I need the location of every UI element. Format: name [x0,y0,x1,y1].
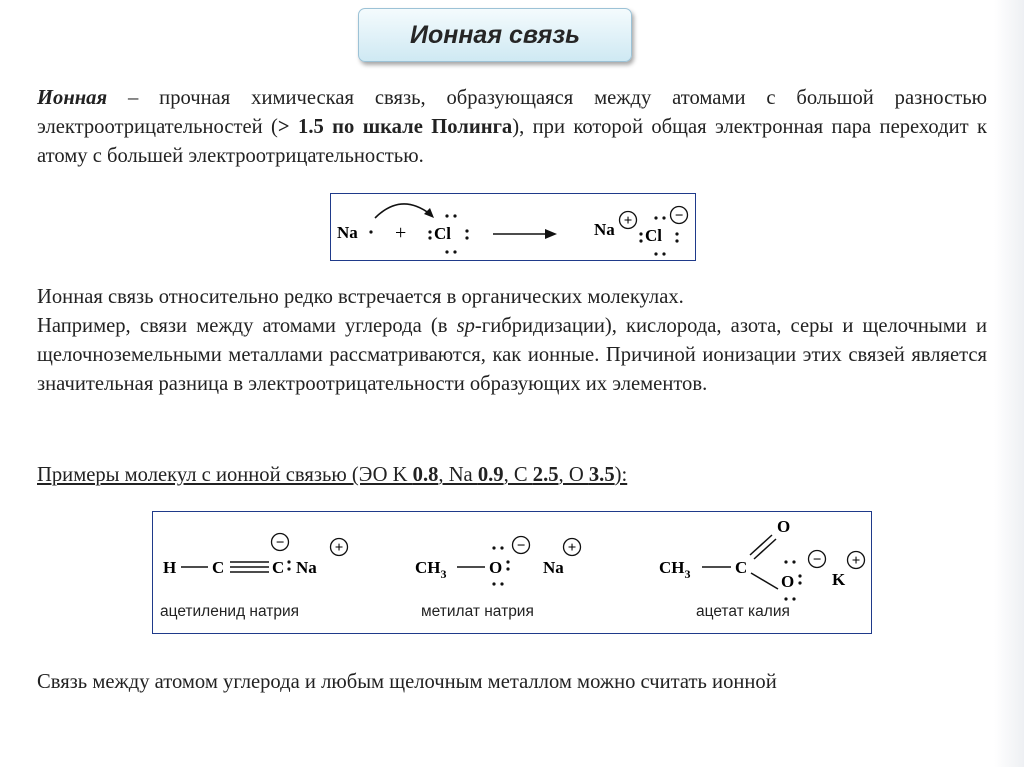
definition-text-2: ), при которой общая электронная пара переходит к атому с большей электроотрицательностью. [37,116,987,167]
cl-right-dot [465,229,468,232]
m3-single-bond-o [751,573,778,589]
m1-c2: C [272,558,285,577]
body-line-1 [37,283,987,312]
m3-lone-pair-dot [784,560,787,563]
definition-paragraph [37,84,987,171]
cl-ion-dot [654,252,657,255]
definition-text-1: – прочная химическая связь, образующаяся между атомами с большой разностью электроотрицательностей ( [37,87,987,138]
cl-ion-dot [662,216,665,219]
sp-term: sp [456,315,475,337]
cl-ion-dot [654,216,657,219]
eh-d: , O [558,464,589,486]
cl-bottom-dot [445,250,448,253]
m1-lone-pair-dot [287,567,290,570]
product-na: Na [594,220,615,239]
reaction-diagram [331,194,695,260]
title-box [358,8,632,62]
m3-lone-pair-dot [798,574,801,577]
m3-lone-pair-dot [792,560,795,563]
reaction-arrowhead [545,229,557,239]
cl-ion-dot [675,232,678,235]
eh-o: 3.5 [588,464,615,486]
m1-lone-pair-dot [287,560,290,563]
reaction-box [330,193,696,261]
examples-heading [37,461,987,490]
cl-left-dot [428,230,431,233]
m3-lone-pair-dot [784,597,787,600]
eh-cv: 2.5 [532,464,559,486]
na-electron-dot [369,230,372,233]
reaction-cl: Cl [434,224,451,243]
eh-e: ): [614,464,628,486]
m1-metal: Na [296,558,317,577]
m1-anion-charge: − [275,535,285,551]
page-title: Ионная связь [409,20,581,49]
m2-lone-pair-dot [506,560,509,563]
body-text-a: Например, связи между атомами углерода (в [37,315,457,337]
m2-ch3: $CH_3$ [415,558,447,581]
cl-bottom-dot [453,250,456,253]
definition-term: Ионная [37,87,108,109]
cl-left-dot [428,236,431,239]
m2-lone-pair-dot [500,546,503,549]
m1-cation-charge: + [334,540,344,556]
body-text-b: -гибридизации), кислорода, азота, серы и щелочными и щелочноземельными металлами рассматриваются, как ионные. Причиной ионизации этих связей является значительная разница в электроотрицательности образующих их элементов. [37,315,987,395]
slide-edge-shade [994,0,1024,767]
m3-anion-charge: − [812,552,822,568]
m3-o: O [781,572,795,591]
eh-a: Примеры молекул с ионной связью (ЭО K [37,464,413,486]
cl-ion-dot [662,252,665,255]
m2-lone-pair-dot [492,582,495,585]
m2-lone-pair-dot [506,567,509,570]
eh-na: 0.9 [477,464,504,486]
caption-acetylide: ацетиленид натрия [160,603,300,620]
electron-transfer-arrowhead [424,208,434,218]
examples-box [152,511,872,634]
cl-top-dot [445,214,448,217]
reaction-plus: + [395,222,407,244]
eh-b: , Na [438,464,478,486]
body-line-1-text: Ионная связь относительно редко встречается в органических молекулах. [37,286,684,308]
cl-right-dot [465,236,468,239]
conclusion [37,668,997,697]
m3-c: C [735,558,748,577]
m3-cation-charge: + [851,553,861,569]
product-cl: Cl [645,226,662,245]
m3-o-top: O [777,517,791,536]
conclusion-text: Связь между атомом углерода и любым щелочным металлом можно считать ионной [37,671,777,693]
m1-c1: C [212,558,225,577]
cation-charge: + [623,213,633,229]
m3-lone-pair-dot [792,597,795,600]
m3-metal: K [832,570,846,589]
cl-ion-dot [639,239,642,242]
m2-cation-charge: + [567,540,577,556]
m1-h: H [163,558,177,577]
body-paragraph [37,312,987,399]
m3-ch3: $CH_3$ [659,558,691,581]
caption-methoxide: метилат натрия [421,603,534,620]
reaction-na: Na [337,223,358,242]
cl-top-dot [453,214,456,217]
m2-lone-pair-dot [492,546,495,549]
cl-ion-dot [675,239,678,242]
eh-k: 0.8 [412,464,439,486]
m2-metal: Na [543,558,564,577]
m3-lone-pair-dot [798,581,801,584]
m2-lone-pair-dot [500,582,503,585]
m2-o: O [489,558,503,577]
definition-bold: > 1.5 по шкале Полинга [277,116,513,138]
electron-transfer-arrow [375,204,430,218]
caption-acetate: ацетат калия [696,603,790,620]
m2-anion-charge: − [516,538,526,554]
eh-c: , C [503,464,533,486]
anion-charge: − [674,208,684,224]
cl-ion-dot [639,232,642,235]
